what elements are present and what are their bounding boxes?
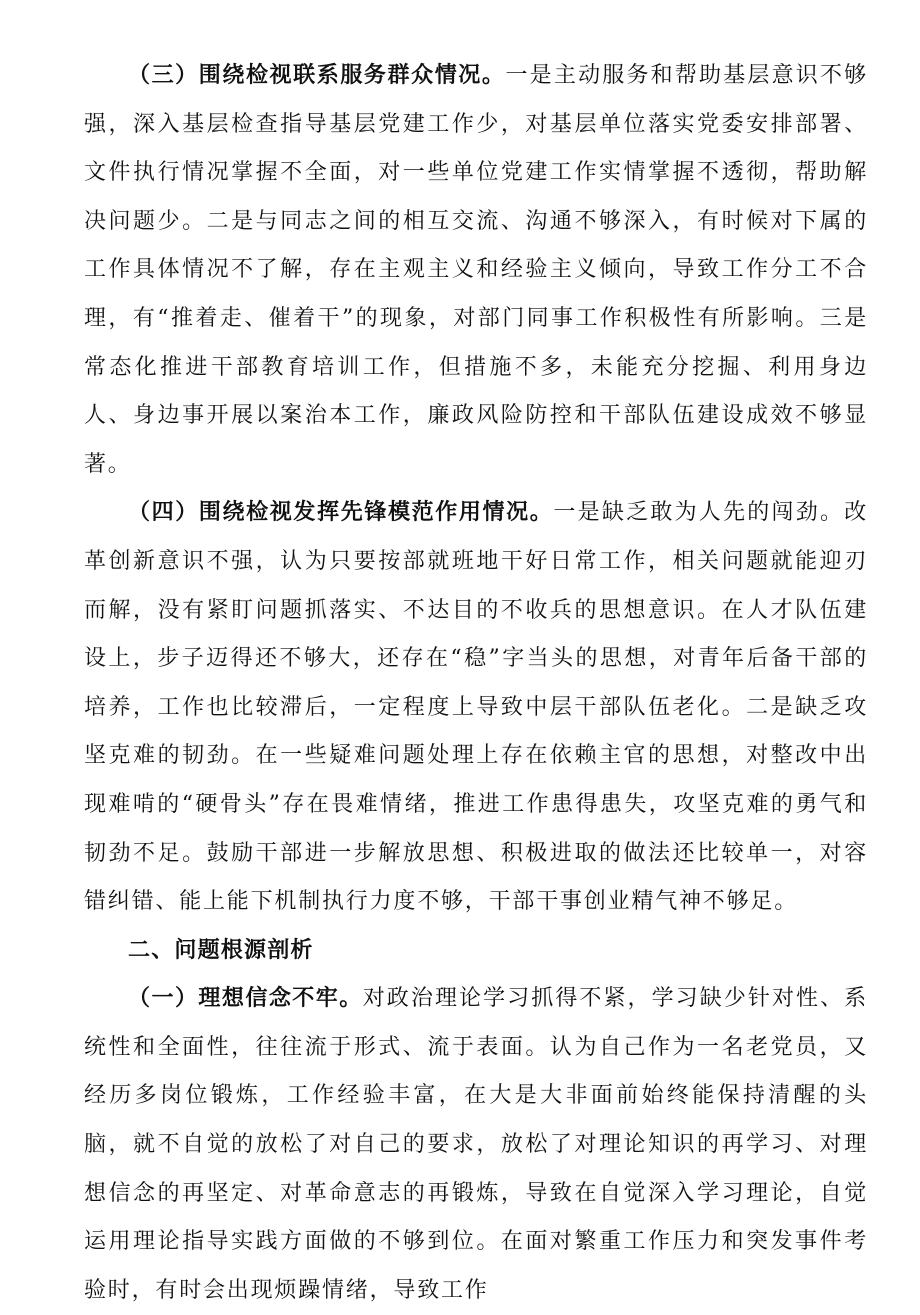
paragraph-body: 一是主动服务和帮助基层意识不够强，深入基层检查指导基层党建工作少，对基层单位落实党委安排部署、文件执行情况掌握不全面，对一些单位党建工作实情掌握不透彻，帮助解决问题少。二是与同志之间的相互交流、沟通不够深入，有时候对下属的工作具体情况不了解，存在主观主义和经验主义倾向，导致工作分工不合理，有“推着走、催着干”的现象，对部门同事工作积极性有所影响。三是常态化推进干部教育培训工作，但措施不多，未能充分挖掘、利用身边人、身边事开展以案治本工作，廉政风险防控和干部队伍建设成效不够显著。 [84,63,868,477]
section-title: 二、问题根源剖析 [128,937,314,963]
paragraph-heading: （三）围绕检视联系服务群众情况。 [128,63,506,88]
paragraph-body: 对政治理论学习抓得不紧，学习缺少针对性、系统性和全面性，往往流于形式、流于表面。认为自己作为一名老党员，又经历多岗位锻炼，工作经验丰富，在大是大非面前始终能保持清醒的头脑，就不自觉的放松了对自己的要求，放松了对理论知识的再学习、对理想信念的再坚定、对革命意志的再锻炼，导致在自觉深入学习理论，自觉运用理论指导实践方面做的不够到位。在面对繁重工作压力和突发事件考验时，有时会出现烦躁情绪，导致工作 [84,986,868,1303]
paragraph-ideals-beliefs [84,975,868,1315]
paragraph-heading: （四）围绕检视发挥先锋模范作用情况。 [128,500,554,526]
paragraph-vanguard-role [84,489,868,926]
paragraph-heading: （一）理想信念不牢。 [128,986,363,1012]
document-page [84,52,868,1315]
paragraph-body: 一是缺乏敢为人先的闯劲。改革创新意识不强，认为只要按部就班地干好日常工作，相关问题就能迎刃而解，没有紧盯问题抓落实、不达目的不收兵的思想意识。在人才队伍建设上，步子迈得还不够大，还存在“稳”字当头的思想，对青年后备干部的培养，工作也比较滞后，一定程度上导致中层干部队伍老化。二是缺乏攻坚克难的韧劲。在一些疑难问题处理上存在依赖主官的思想，对整改中出现难啃的“硬骨头”存在畏难情绪，推进工作患得患失，攻坚克难的勇气和韧劲不足。鼓励干部进一步解放思想、积极进取的做法还比较单一，对容错纠错、能上能下机制执行力度不够，干部干事创业精气神不够足。 [84,500,869,915]
paragraph-service-masses [84,52,868,489]
